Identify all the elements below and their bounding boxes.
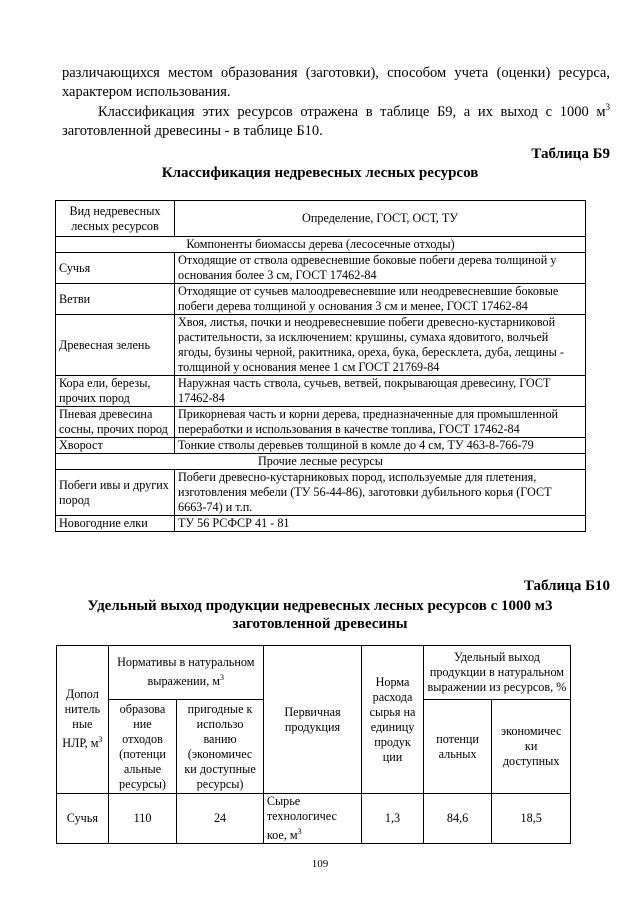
header-nlr-sup: 3 [98, 735, 103, 745]
row-name: Ветви [56, 284, 175, 315]
table-row [56, 376, 586, 407]
header-nlr-text: Допол нитель ные НЛР, м [62, 687, 101, 751]
table-b9-header-def: Определение, ГОСТ, ОСТ, ТУ [175, 201, 586, 237]
row-name: Кора ели, березы, прочих пород [56, 376, 175, 407]
row-primary-sup: 3 [297, 827, 302, 836]
table-b9-header-type: Вид недревесных лесных ресурсов [56, 201, 175, 237]
intro-sup: 3 [605, 102, 610, 112]
table-b10-title-line-1: Удельный выход продукции недревесных лесных ресурсов с 1000 м3 [87, 598, 553, 614]
row-def: Прикорневая часть и корни дерева, предназначенные для промышленной переработки и использования в качестве топлива, ГОСТ 17462-84 [175, 407, 586, 438]
intro-paragraph-2 [62, 98, 610, 141]
row-name: Хворост [56, 438, 175, 454]
intro-paragraph-1: различающихся местом образования (заготовки), способом учета (оценки) ресурса, характером использования. [62, 65, 610, 100]
table-b10-header-nlr [57, 646, 109, 794]
row-def: Хвоя, листья, почки и неодревесневшие побеги древесно-кустарниковой растительности, за исключением: крушины, сумаха ядовитого, волчьей ягоды, бузины черной, ракитника, ореха, бука, бересклета, дуба, лещины - толщиной у основания менее 1 см ГОСТ 21769-84 [175, 315, 586, 376]
row-rate: 1,3 [362, 794, 424, 844]
table-row [56, 438, 586, 454]
header-norms-sup: 3 [220, 673, 225, 683]
table-b10-header-yield-available: экономичес ки доступных [492, 700, 571, 794]
table-b9-label: Таблица Б9 [531, 146, 610, 162]
row-name: Сучья [57, 794, 109, 844]
intro-tail: заготовленной древесины - в таблице Б10. [62, 122, 323, 139]
row-def: Тонкие стволы деревьев толщиной в комле до 4 см, ТУ 463-8-766-79 [175, 438, 586, 454]
table-b9-title: Классификация недревесных лесных ресурсов [161, 165, 479, 181]
row-potential: 110 [108, 794, 177, 844]
row-def: ТУ 56 РСФСР 41 - 81 [175, 516, 586, 532]
row-yield-potential: 84,6 [423, 794, 491, 844]
table-b10-label: Таблица Б10 [523, 578, 610, 594]
table-b9-section-2: Прочие лесные ресурсы [56, 454, 586, 470]
table-row [56, 407, 586, 438]
row-name: Побеги ивы и других пород [56, 470, 175, 516]
row-primary-text: Сырье технологичес кое, м [266, 794, 337, 843]
table-b10-header-yield: Удельный выход продукции в натуральном выражении из ресурсов, % [423, 646, 570, 700]
row-available: 24 [177, 794, 264, 844]
table-row [56, 284, 586, 315]
page-number: 109 [311, 858, 329, 870]
table-b10-header-available: пригодные к использо ванию (экономичес ки доступные ресурсы) [177, 700, 264, 794]
table-b10-header-primary: Первичная продукция [263, 646, 361, 794]
table-b10-title-line-2: заготовленной древесины [232, 616, 408, 632]
table-b10-header-potential: образова ние отходов (потенци альные ресурсы) [108, 700, 177, 794]
row-def: Побеги древесно-кустарниковых пород, используемые для плетения, изготовления мебели (ТУ 56-44-86), заготовки дубильного корья (ГОСТ 6663-74) и т.п. [175, 470, 586, 516]
table-b10-header-norms [108, 646, 263, 700]
table-row [56, 315, 586, 376]
row-def: Наружная часть ствола, сучьев, ветвей, покрывающая древесину, ГОСТ 17462-84 [175, 376, 586, 407]
table-row [56, 253, 586, 284]
table-b10-header-yield-potential: потенци альных [423, 700, 491, 794]
header-norms-text: Нормативы в натуральном выражении, м [117, 655, 255, 689]
table-b10 [56, 645, 571, 844]
intro-text: Классификация этих ресурсов отражена в таблице Б9, а их выход с 1000 м [98, 103, 606, 120]
row-name: Древесная зелень [56, 315, 175, 376]
row-yield-available: 18,5 [492, 794, 571, 844]
table-b9-section-1: Компоненты биомассы дерева (лесосечные отходы) [56, 237, 586, 253]
row-primary [263, 794, 361, 844]
table-b9 [55, 200, 586, 532]
row-name: Сучья [56, 253, 175, 284]
row-name: Пневая древесина сосны, прочих пород [56, 407, 175, 438]
table-row [57, 794, 571, 844]
table-row [56, 516, 586, 532]
row-def: Отходящие от сучьев малоодревесневшие или неодревесневшие боковые побеги дерева толщиной у основания 3 см и менее, ГОСТ 17462-84 [175, 284, 586, 315]
table-b10-header-rate: Норма расхода сырья на единицу продук ции [362, 646, 424, 794]
row-def: Отходящие от ствола одревесневшие боковые побеги дерева толщиной у основания более 3 см, ГОСТ 17462-84 [175, 253, 586, 284]
table-row [56, 470, 586, 516]
row-name: Новогодние елки [56, 516, 175, 532]
